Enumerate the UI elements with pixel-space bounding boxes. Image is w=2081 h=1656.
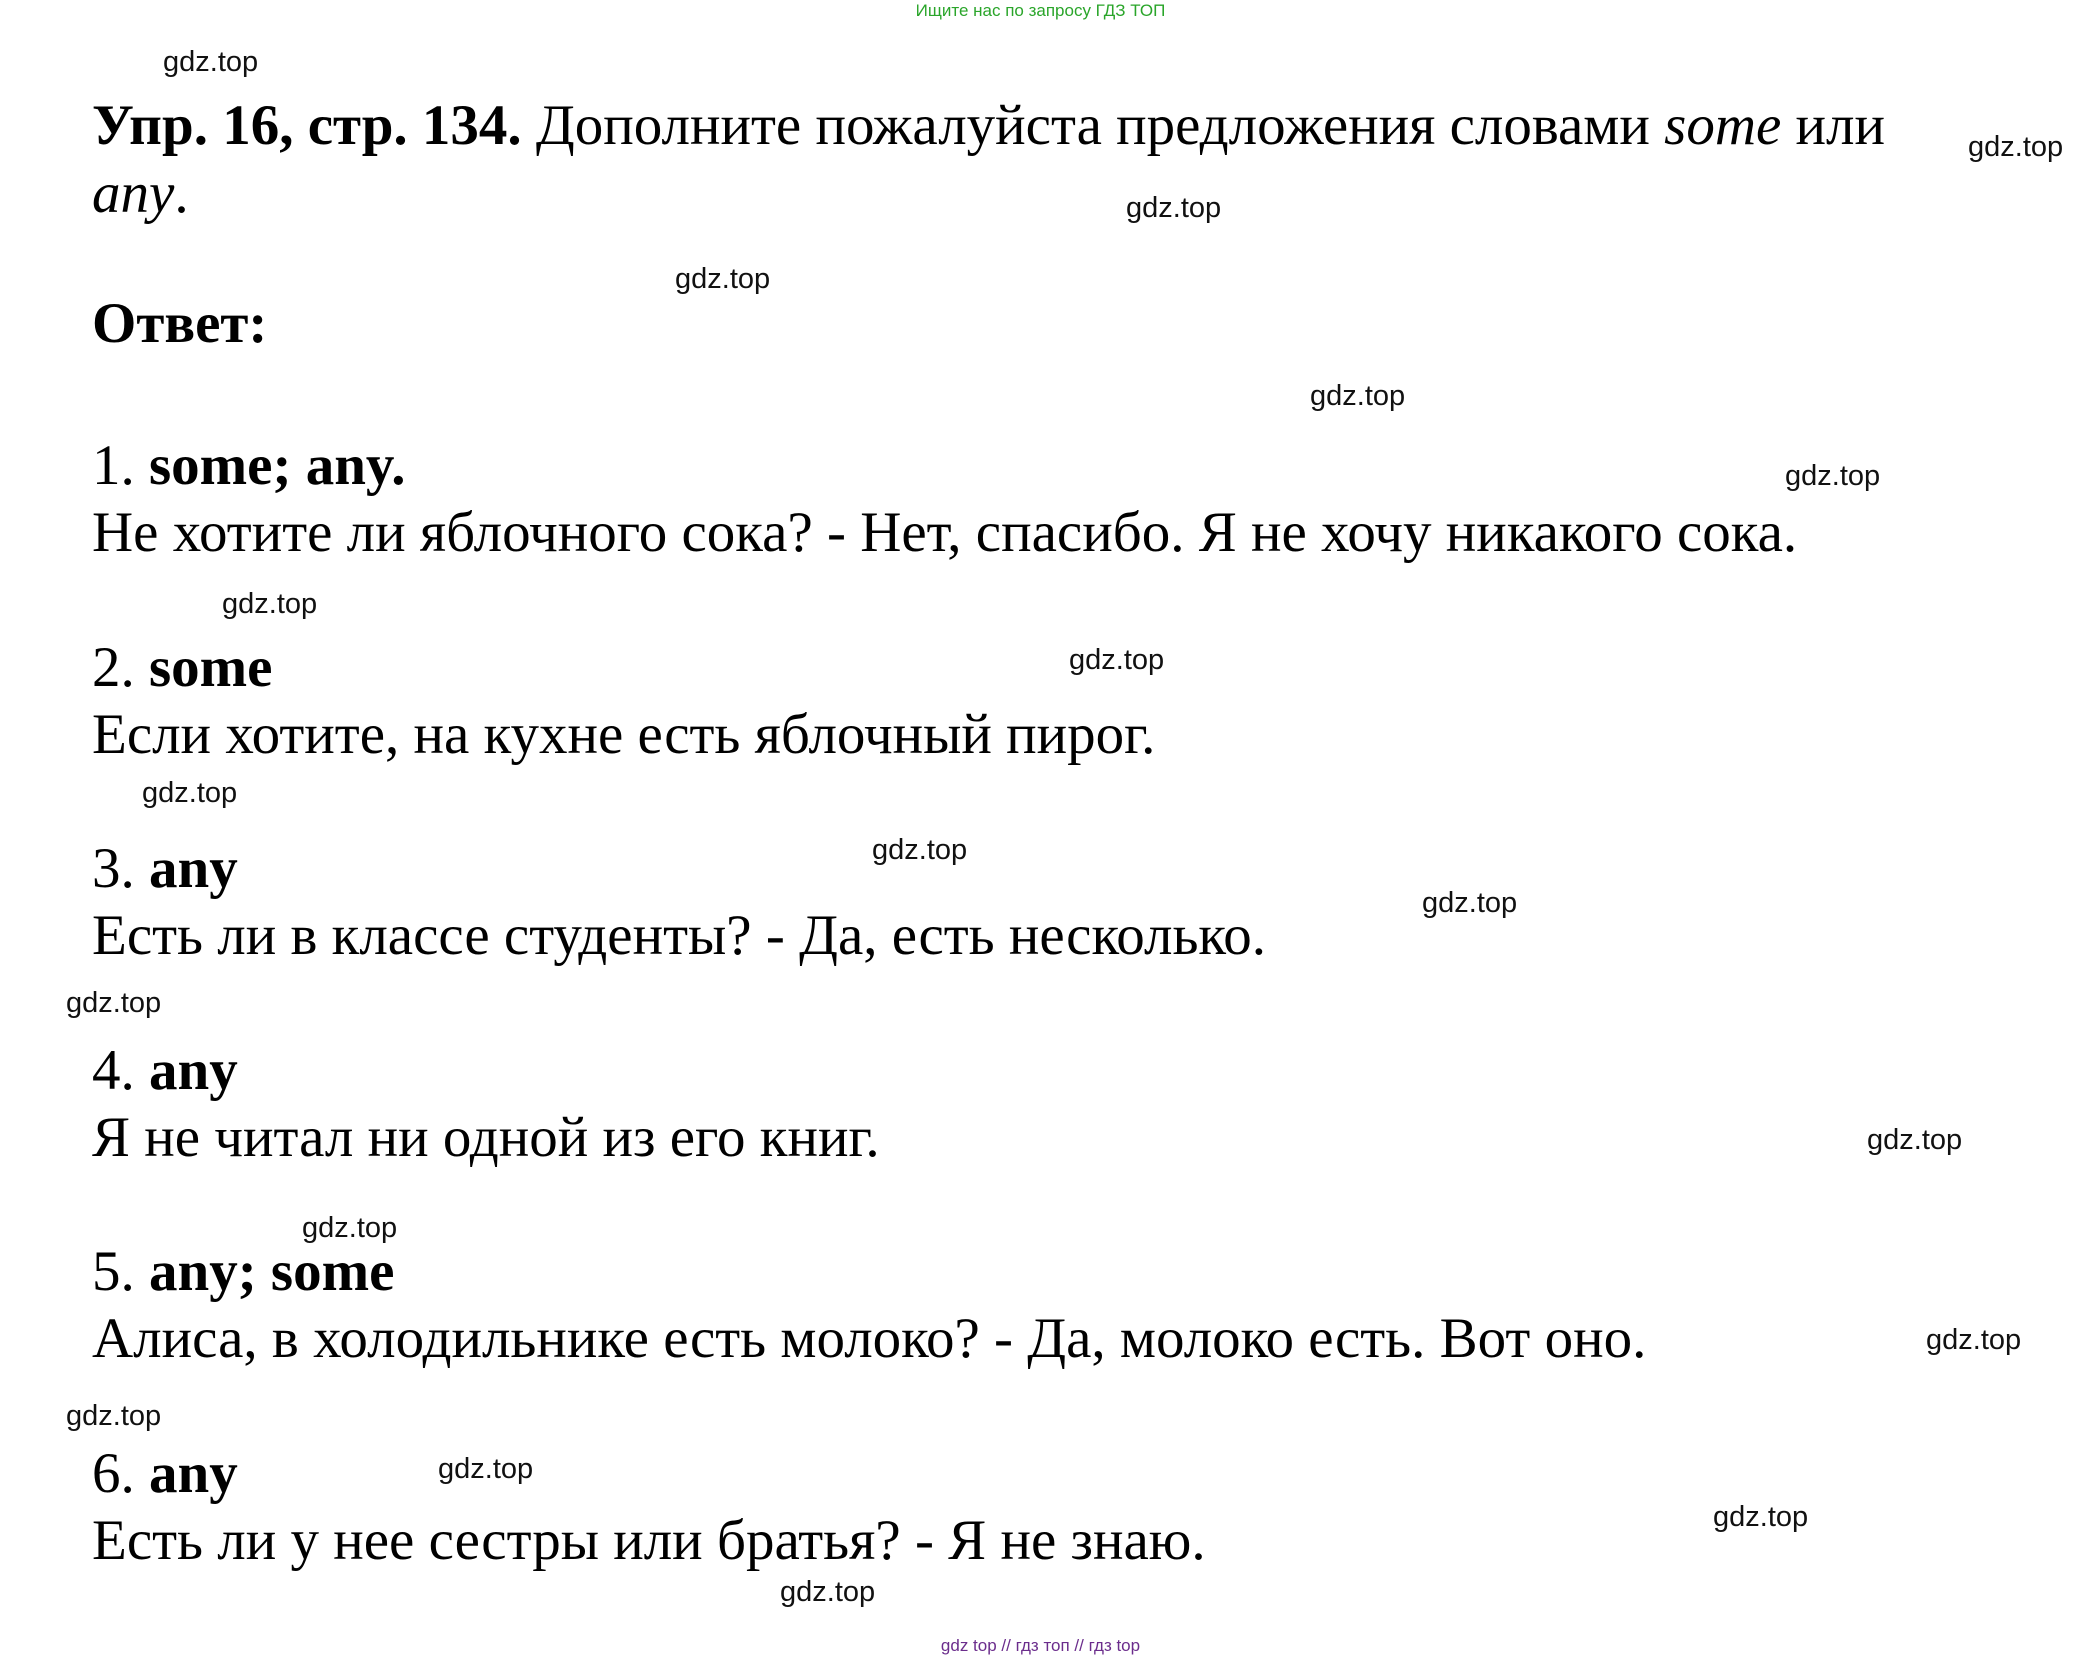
item-number: 6. (92, 1442, 135, 1505)
item-number: 1. (92, 434, 135, 497)
answer-item-5 (92, 1238, 1992, 1373)
word-any: any (92, 162, 175, 225)
watermark: gdz.top (1968, 131, 2064, 163)
item-translation: Не хотите ли яблочного сока? - Нет, спасибо. Я не хочу никакого сока. (92, 501, 1798, 564)
watermark: gdz.top (1126, 192, 1222, 224)
watermark: gdz.top (66, 987, 162, 1019)
watermark: gdz.top (675, 263, 771, 295)
watermark: gdz.top (222, 588, 318, 620)
watermark: gdz.top (872, 834, 968, 866)
exercise-label: Упр. 16, стр. 134. (92, 94, 522, 157)
item-answer-words: any; some (149, 1240, 395, 1303)
item-answer-words: some; any. (149, 434, 406, 497)
exercise-instruction: Дополните пожалуйста предложения словами (535, 94, 1650, 157)
item-translation: Есть ли у нее сестры или братья? - Я не знаю. (92, 1509, 1206, 1572)
watermark: gdz.top (1785, 460, 1881, 492)
item-number: 3. (92, 837, 135, 900)
watermark: gdz.top (66, 1400, 162, 1432)
watermark: gdz.top (302, 1212, 398, 1244)
instruction-period: . (174, 162, 189, 225)
watermark: gdz.top (1422, 887, 1518, 919)
top-banner: Ищите нас по запросу ГДЗ ТОП (915, 1, 1166, 20)
watermark: gdz.top (1713, 1501, 1809, 1533)
footer-watermark: gdz top // гдз топ // гдз top (940, 1636, 1141, 1655)
watermark: gdz.top (780, 1576, 876, 1608)
watermark: gdz.top (438, 1453, 534, 1485)
item-answer-words: any (149, 1442, 238, 1505)
answer-item-6 (92, 1440, 1992, 1575)
word-some: some (1664, 94, 1782, 157)
item-number: 2. (92, 636, 135, 699)
exercise-header (92, 92, 1972, 228)
answer-item-4 (92, 1037, 1992, 1172)
item-number: 5. (92, 1240, 135, 1303)
watermark: gdz.top (1310, 380, 1406, 412)
watermark: gdz.top (1867, 1124, 1963, 1156)
item-answer-words: any (149, 1039, 238, 1102)
answer-item-1 (92, 432, 1992, 567)
answer-item-2 (92, 634, 1992, 769)
item-answer-words: some (149, 636, 273, 699)
item-translation: Алиса, в холодильнике есть молоко? - Да, молоко есть. Вот оно. (92, 1307, 1647, 1370)
item-number: 4. (92, 1039, 135, 1102)
answer-item-3 (92, 835, 1992, 970)
answer-label: Ответ: (92, 292, 268, 355)
item-answer-words: any (149, 837, 238, 900)
item-translation: Если хотите, на кухне есть яблочный пирог. (92, 703, 1156, 766)
instruction-connector: или (1795, 94, 1885, 157)
item-translation: Я не читал ни одной из его книг. (92, 1106, 880, 1169)
watermark: gdz.top (1926, 1324, 2022, 1356)
watermark: gdz.top (163, 46, 259, 78)
watermark: gdz.top (142, 777, 238, 809)
item-translation: Есть ли в классе студенты? - Да, есть несколько. (92, 904, 1266, 967)
watermark: gdz.top (1069, 644, 1165, 676)
